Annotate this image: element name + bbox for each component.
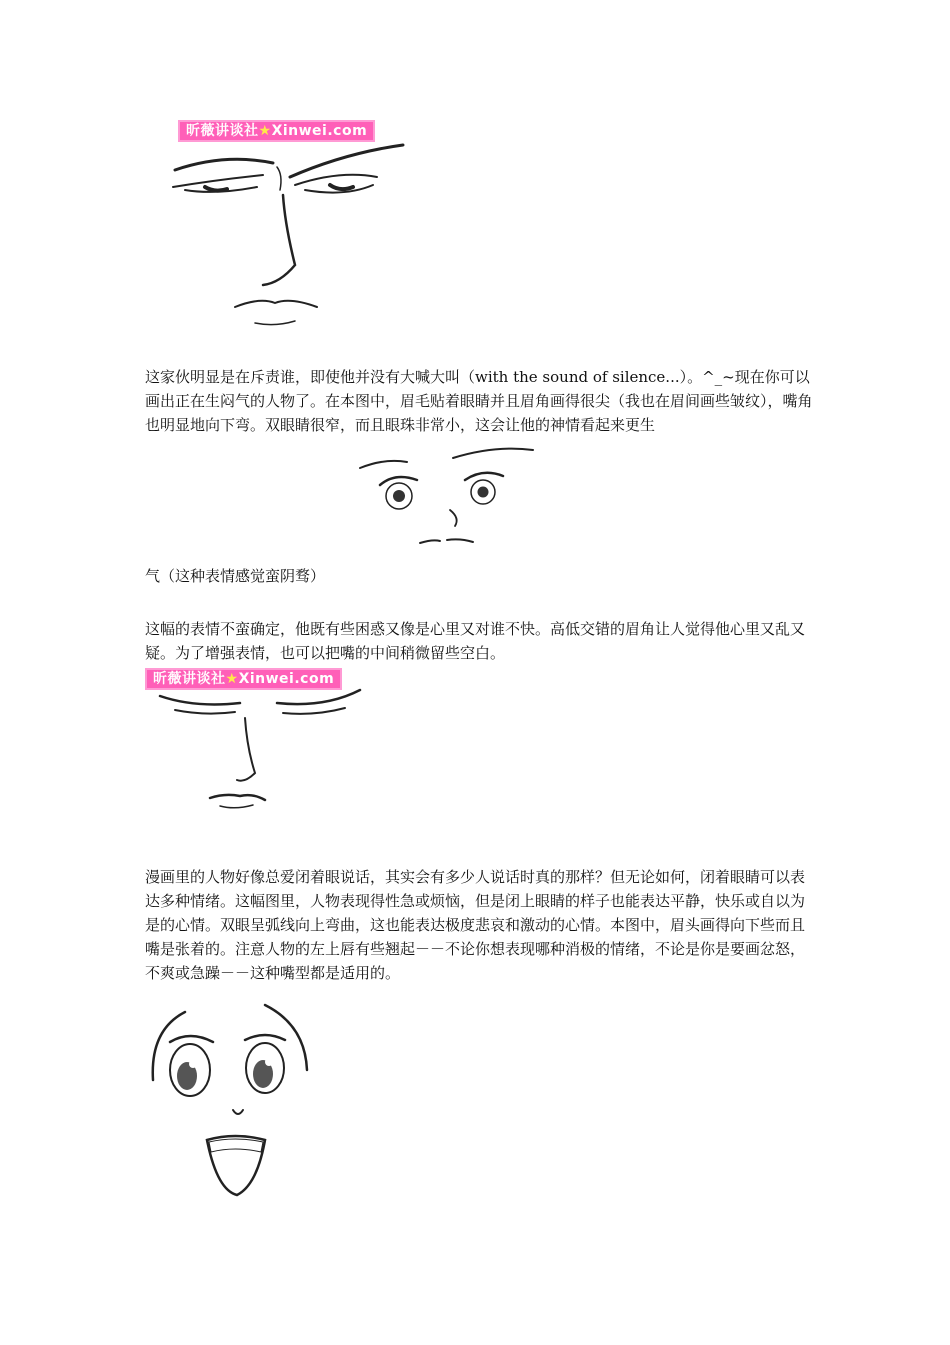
excited-face-sketch <box>145 1000 315 1200</box>
excited-face-drawing <box>145 1000 315 1200</box>
angry-face-sketch <box>145 115 410 335</box>
confused-face-drawing <box>355 440 540 558</box>
watermark-logo: 昕薇讲谈社★Xinwei.com <box>145 668 342 690</box>
angry-face-drawing <box>145 115 410 335</box>
confused-face-sketch <box>355 440 540 558</box>
closed-eyes-face-drawing <box>145 668 375 843</box>
closed-eyes-face-sketch <box>145 668 375 843</box>
paragraph-confused: 这幅的表情不蛮确定，他既有些困惑又像是心里又对谁不快。高低交错的眉角让人觉得他心里又乱又疑。为了增强表情，也可以把嘴的中间稍微留些空白。 <box>145 620 806 662</box>
watermark-logo: 昕薇讲谈社★Xinwei.com <box>178 120 375 142</box>
paragraph-angry-end: 气（这种表情感觉蛮阴骛） <box>145 567 326 585</box>
paragraph-angry: 这家伙明显是在斥责谁，即使他并没有大喊大叫（with the sound of silence...）。^_~现在你可以画出正在生闷气的人物了。在本图中，眉毛贴着眼睛并且眉角画得很尖（我也在眉间画些皱纹），嘴角也明显地向下弯。双眼睛很窄，而且眼珠非常小，这会让他的神情看起来更生 <box>145 368 813 434</box>
paragraph-closed-eyes: 漫画里的人物好像总爱闭着眼说话，其实会有多少人说话时真的那样？但无论如何，闭着眼睛可以表达多种情绪。这幅图里，人物表现得性急或烦恼，但是闭上眼睛的样子也能表达平静，快乐或自以为是的心情。双眼呈弧线向上弯曲，这也能表达极度悲哀和激动的心情。本图中，眉头画得向下些而且嘴是张着的。注意人物的左上唇有些翘起－－不论你想表现哪种消极的情绪，不论是你是要画忿怒，不爽或急躁－－这种嘴型都是适用的。 <box>145 868 806 982</box>
